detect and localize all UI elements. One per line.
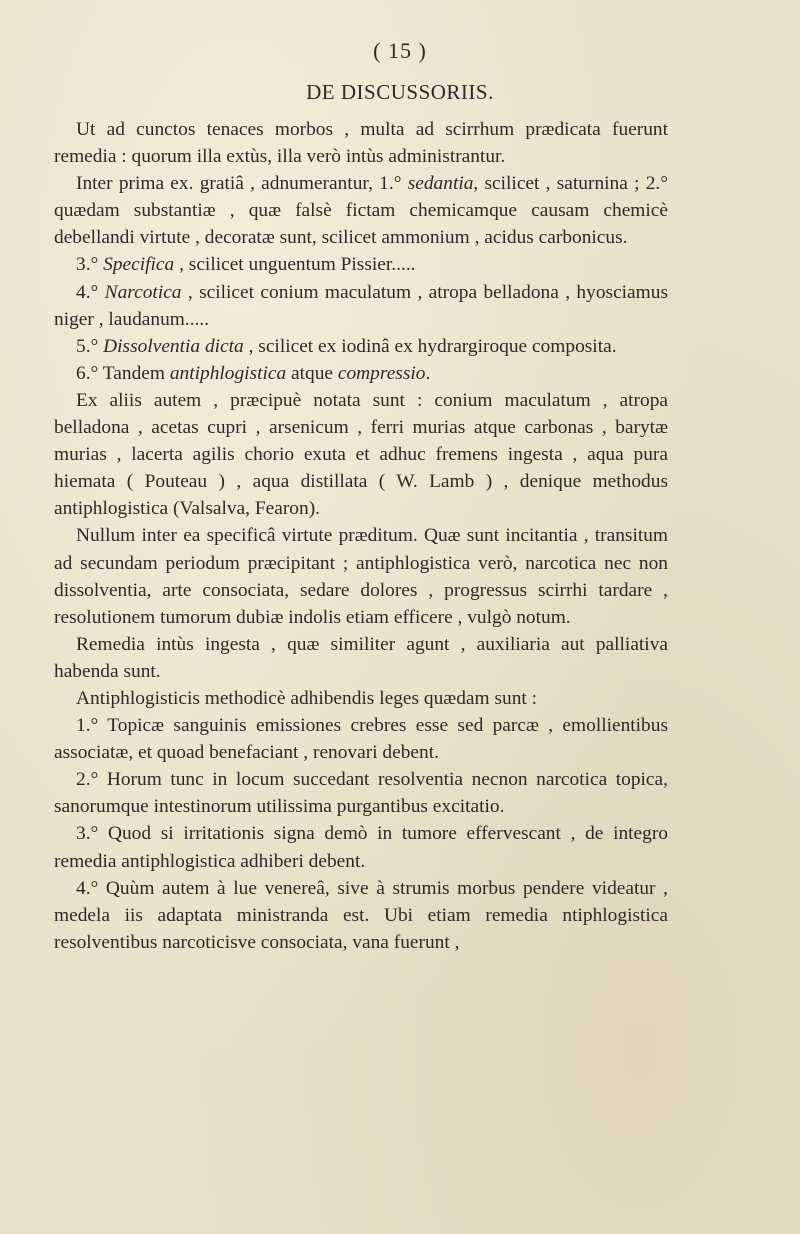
paragraph xyxy=(54,170,668,251)
text-segment: Ex aliis autem , præcipuè notata sunt : conium maculatum , atropa belladona , acetas cupri , arsenicum , ferri murias atque carbonas , barytæ murias , lacerta agilis chorio exuta et adhuc fremens ingesta , aqua pura hiemata ( Pouteau ) , aqua distillata ( W. Lamb ) , denique methodus antiphlogistica (Valsalva, Fearon). xyxy=(54,389,668,520)
paragraph xyxy=(54,333,668,360)
paragraph xyxy=(54,712,668,766)
text-segment: Ut ad cunctos tenaces morbos , multa ad scirrhum prædicata fuerunt remedia : quorum illa extùs, illa verò intùs administrantur. xyxy=(54,119,668,168)
paragraph xyxy=(54,685,668,712)
text-segment: Antiphlogisticis methodicè adhibendis leges quædam sunt : xyxy=(76,687,538,709)
italic-text: Dissolventia dicta xyxy=(103,335,244,357)
text-segment: , scilicet conium maculatum , atropa belladona , hyosciamus niger , laudanum..... xyxy=(54,281,668,330)
text-segment: , scilicet unguentum Pissier..... xyxy=(174,254,416,276)
text-segment: Nullum inter ea specificâ virtute præditum. Quæ sunt incitantia , transitum ad secundam periodum præcipitant ; antiphlogistica verò, narcotica nec non dissolventia, arte consociata, sedare dolores , progressus scirrhi tardare , resolutionem tumorum dubiæ indolis etiam efficere , vulgò notum. xyxy=(54,525,668,628)
paragraph xyxy=(54,387,668,522)
text-segment: . xyxy=(425,362,431,384)
paragraph xyxy=(54,360,668,387)
italic-text: Narcotica xyxy=(104,281,182,303)
paragraph xyxy=(54,116,668,170)
paragraph xyxy=(54,631,668,685)
italic-text: antiphlogistica xyxy=(169,362,287,384)
text-segment: atque xyxy=(286,362,338,384)
text-segment: 3.° xyxy=(76,254,104,276)
text-segment: , scilicet , saturnina ; 2.° quædam substantiæ , quæ falsè fictam chemicamque causam chemicè debellandi virtute , decoratæ sunt, scilicet ammonium , acidus carbonicus. xyxy=(54,173,668,249)
text-segment: 4.° Quùm autem à lue venereâ, sive à strumis morbus pendere videatur , medela iis adaptata ministranda est. Ubi etiam remedia ntiphlogistica resolventibus narcoticisve consociata, vana fuerunt , xyxy=(54,877,668,953)
text-segment: Inter prima ex. gratiâ , adnumerantur, 1.° xyxy=(76,173,408,195)
page-number: ( 15 ) xyxy=(373,38,427,63)
paragraph xyxy=(54,875,668,956)
paragraph xyxy=(54,279,668,333)
italic-text: Specifica xyxy=(103,254,175,276)
text-segment: Remedia intùs ingesta , quæ similiter agunt , auxiliaria aut palliativa habenda sunt. xyxy=(54,633,668,682)
italic-text: compressio xyxy=(337,362,426,384)
section-heading: DE DISCUSSORIIS. xyxy=(306,80,494,104)
paragraph xyxy=(54,820,668,874)
text-segment: 1.° Topicæ sanguinis emissiones crebres esse sed parcæ , emollientibus associatæ, et quoad benefaciant , renovari debent. xyxy=(54,715,668,764)
body-text xyxy=(54,116,668,956)
paragraph xyxy=(54,522,668,630)
text-segment: 5.° xyxy=(76,335,104,357)
paragraph xyxy=(54,766,668,820)
paragraph xyxy=(54,251,668,278)
text-segment: 3.° Quod si irritationis signa demò in tumore effervescant , de integro remedia antiphlogistica adhiberi debent. xyxy=(54,823,668,872)
text-segment: 4.° xyxy=(76,281,105,303)
text-segment: 6.° Tandem xyxy=(76,362,170,384)
text-segment: , scilicet ex iodinâ ex hydrargiroque composita. xyxy=(243,335,617,357)
text-segment: 2.° Horum tunc in locum succedant resolventia necnon narcotica topica, sanorumque intestinorum utilissima purgantibus excitatio. xyxy=(54,769,668,818)
italic-text: sedantia xyxy=(407,173,474,195)
